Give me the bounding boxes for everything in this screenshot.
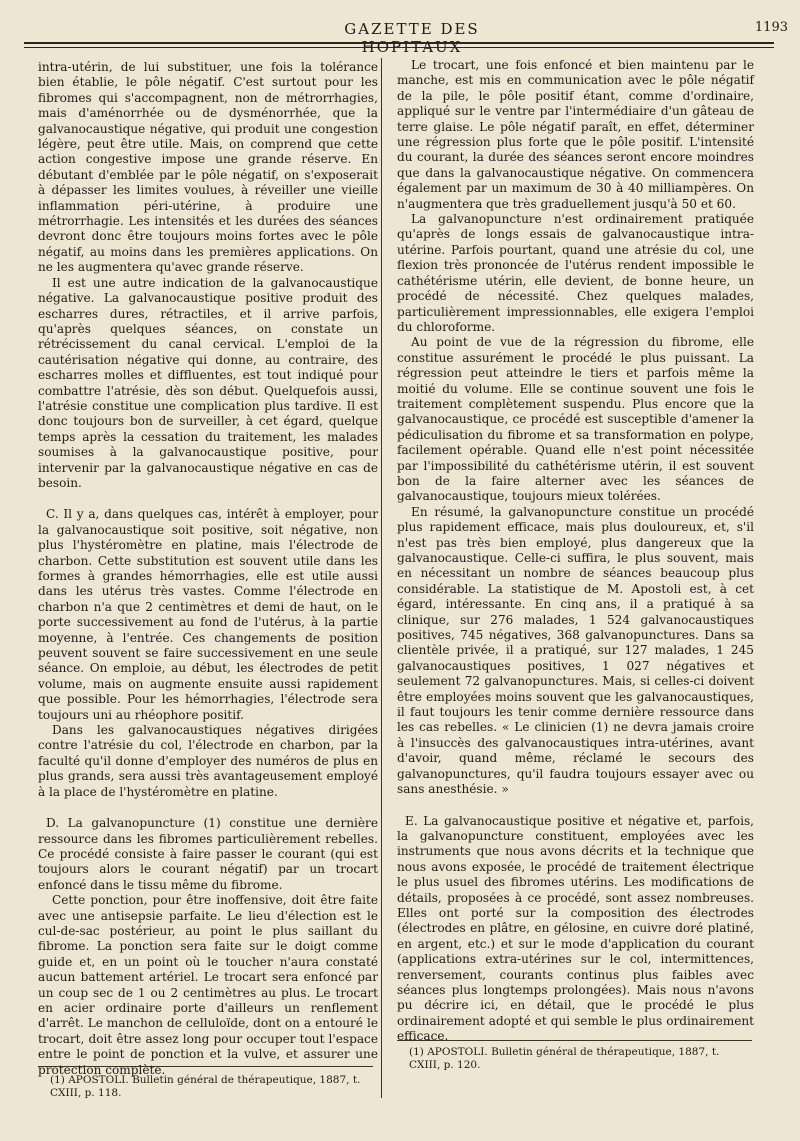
section-paragraph-e: E. La galvanocaustique positive et négative et, parfois, la galvanopuncture constituent, employées avec les instruments que nous avons décrits et la technique que nous avons exposée, le procédé de traitement électrique le plus usuel des fibromes utérins. Les modifications de détails, proposées à ce procédé, sont assez nombreuses. Elles ont porté sur la composition des électrodes (électrodes en plâtre, en gélosine, en cuivre doré platiné, en argent, etc.) et sur le mode d'application du courant (applications extra-utérines sur le col, intermittences, renversement, courants continus plus faibles avec séances plus longtemps prolongées). Mais nous n'avons pu décrire ici, en détail, que le procédé le plus ordinairement adopté et qui semble le plus ordinairement efficace. [397,813,754,1044]
paragraph: Cette ponction, pour être inoffensive, doit être faite avec une antisepsie parfaite. Le lieu d'élection est le cul-de-sac postérieur, au point le plus saillant du fibrome. La ponction sera faite sur le doigt comme guide et, en un point où le toucher n'aura constaté aucun battement artériel. Le trocart sera enfoncé par un coup sec de 1 ou 2 centimètres au plus. Le trocart en acier ordinaire porte d'ailleurs un renflement d'arrêt. Le manchon de celluloïde, dont on a entouré le trocart, doit être assez long pour occuper tout l'espace entre le point de ponction et la vulve, et assurer une protection complète. [38,893,378,1077]
footnote-rule-left [38,1066,373,1067]
page-number: 1193 [754,20,788,35]
section-paragraph-d: D. La galvanopuncture (1) constitue une dernière ressource dans les fibromes particulièrement rebelles. Ce procédé consiste à faire passer le courant (qui est toujours alors le courant négatif) par un trocart enfoncé dans le tissu même du fibrome. [38,816,378,892]
column-divider [381,58,382,1098]
paragraph: Il est une autre indication de la galvanocaustique négative. La galvanocaustique positive produit des escharres dures, rétractiles, et il arrive parfois, qu'après quelques séances, on constate un rétrécissement du canal cervical. L'emploi de la cautérisation négative qui donne, au contraire, des escharres molles et diffluentes, est tout indiqué pour combattre l'atrésie, dès son début. Quelquefois aussi, l'atrésie constitue une complication plus tardive. Il est donc toujours bon de surveiller, à cet égard, quelque temps après la cessation du traitement, les malades soumises à la galvanocaustique positive, pour intervenir par la galvanocaustique négative en cas de besoin. [38,275,378,490]
running-title: GAZETTE DES HOPITAUX [344,20,480,56]
footnote-right: (1) APOSTOLI. Bulletin général de thérapeutique, 1887, t. CXIII, p. 120. [409,1046,720,1071]
section-paragraph-c: C. Il y a, dans quelques cas, intérêt à employer, pour la galvanocaustique soit positive, soit négative, non plus l'hystéromètre en platine, mais l'électrode de charbon. Cette substitution est souvent utile dans les formes à grandes hémorrhagies, elle est utile aussi dans les utérus très vastes. Comme l'électrode en charbon n'a que 2 centimètres et demi de haut, on le porte successivement au fond de l'utérus, à la partie moyenne, à l'entrée. Ces changements de position peuvent souvent se faire successivement en une seule séance. On emploie, au début, les électrodes de petit volume, mais on augmente ensuite aussi rapidement que possible. Pour les hémorrhagies, l'électrode sera toujours uni au rhéophore positif. [38,507,378,722]
paragraph: Au point de vue de la régression du fibrome, elle constitue assurément le procédé le plus puissant. La régression peut atteindre le tiers et parfois même la moitié du volume. Elle se continue souvent une fois le traitement complètement suspendu. Plus encore que la galvanocaustique, ce procédé est susceptible d'amener la pédiculisation du fibrome et sa transformation en polype, facilement opérable. Quand elle n'est point nécessitée par l'impossibilité du cathétérisme utérin, il est souvent bon de la faire alterner avec les séances de galvanocaustique, toujours mieux tolérées. [397,335,754,504]
header-rule-thin [24,47,774,48]
paragraph: La galvanopuncture n'est ordinairement pratiquée qu'après de longs essais de galvanocaustique intra-utérine. Parfois pourtant, quand une atrésie du col, une flexion très prononcée de l'utérus rendent impossible le cathétérisme utérin, elle devient, de bonne heure, un procédé de nécessité. Chez quelques malades, particulièrement impressionnables, elle exigera l'emploi du chloroforme. [397,212,754,334]
paragraph: En résumé, la galvanopuncture constitue un procédé plus rapidement efficace, mais plus douloureux, et, s'il n'est pas très bien employé, plus dangereux que la galvanocaustique. Celle-ci suffira, le plus souvent, mais en nécessitant un nombre de séances beaucoup plus considérable. La statistique de M. Apostoli est, à cet égard, intéressante. En cinq ans, il a pratiqué à sa clinique, sur 276 malades, 1 524 galvanocaustiques positives, 745 négatives, 368 galvanopunctures. Dans sa clientèle privée, il a pratiqué, sur 127 malades, 1 245 galvanocaustiques positives, 1 027 négatives et seulement 72 galvanopunctures. Mais, si celles-ci doivent être employées moins souvent que les galvanocaustiques, il faut toujours les tenir comme dernière ressource dans les cas rebelles. « Le clinicien (1) ne devra jamais croire à l'insuccès des galvanocaustiques intra-utérines, avant d'avoir, quand même, réclamé le secours des galvanopunctures, qu'il faudra toujours essayer avec ou sans anesthésie. » [397,504,754,797]
paragraph: Le trocart, une fois enfoncé et bien maintenu par le manche, est mis en communication avec le pôle négatif de la pile, le pôle positif étant, comme d'ordinaire, appliqué sur le ventre par l'intermédiaire d'un gâteau de terre glaise. Le pôle négatif paraît, en effet, déterminer une régression plus forte que le pôle positif. L'intensité du courant, la durée des séances seront encore moindres que dans la galvanocaustique négative. On commencera également par un maximum de 30 à 40 milliampères. On n'augmentera que très graduellement jusqu'à 50 et 60. [397,58,754,211]
paragraph: intra-utérin, de lui substituer, une fois la tolérance bien établie, le pôle négatif. C'est surtout pour les fibromes qui s'accompagnent, non de métrorrhagies, mais d'aménorrhée ou de dysménorrhée, que la galvanocaustique négative, qui produit une congestion légère, peut être utile. Mais, on comprend que cette action congestive impose une grande réserve. En débutant d'emblée par le pôle négatif, on s'exposerait à dépasser les limites voulues, à réveiller une vieille inflammation péri-utérine, à produire une métrorrhagie. Les intensités et les durées des séances devront donc être toujours moins fortes avec le pôle négatif, au moins dans les premières applications. On ne les augmentera qu'avec grande réserve. [38,60,378,275]
left-column [38,60,378,1078]
page-header [24,14,794,56]
paragraph: Dans les galvanocaustiques négatives dirigées contre l'atrésie du col, l'électrode en charbon, par la faculté qu'il donne d'employer des numéros de plus en plus grands, sera aussi très avantageusement employé à la place de l'hystéromètre en platine. [38,723,378,799]
footnote-rule-right [397,1040,752,1041]
right-column [397,58,754,1045]
footnote-left: (1) APOSTOLI. Bulletin général de thérapeutique, 1887, t. CXIII, p. 118. [50,1074,361,1099]
header-rule [24,42,774,44]
